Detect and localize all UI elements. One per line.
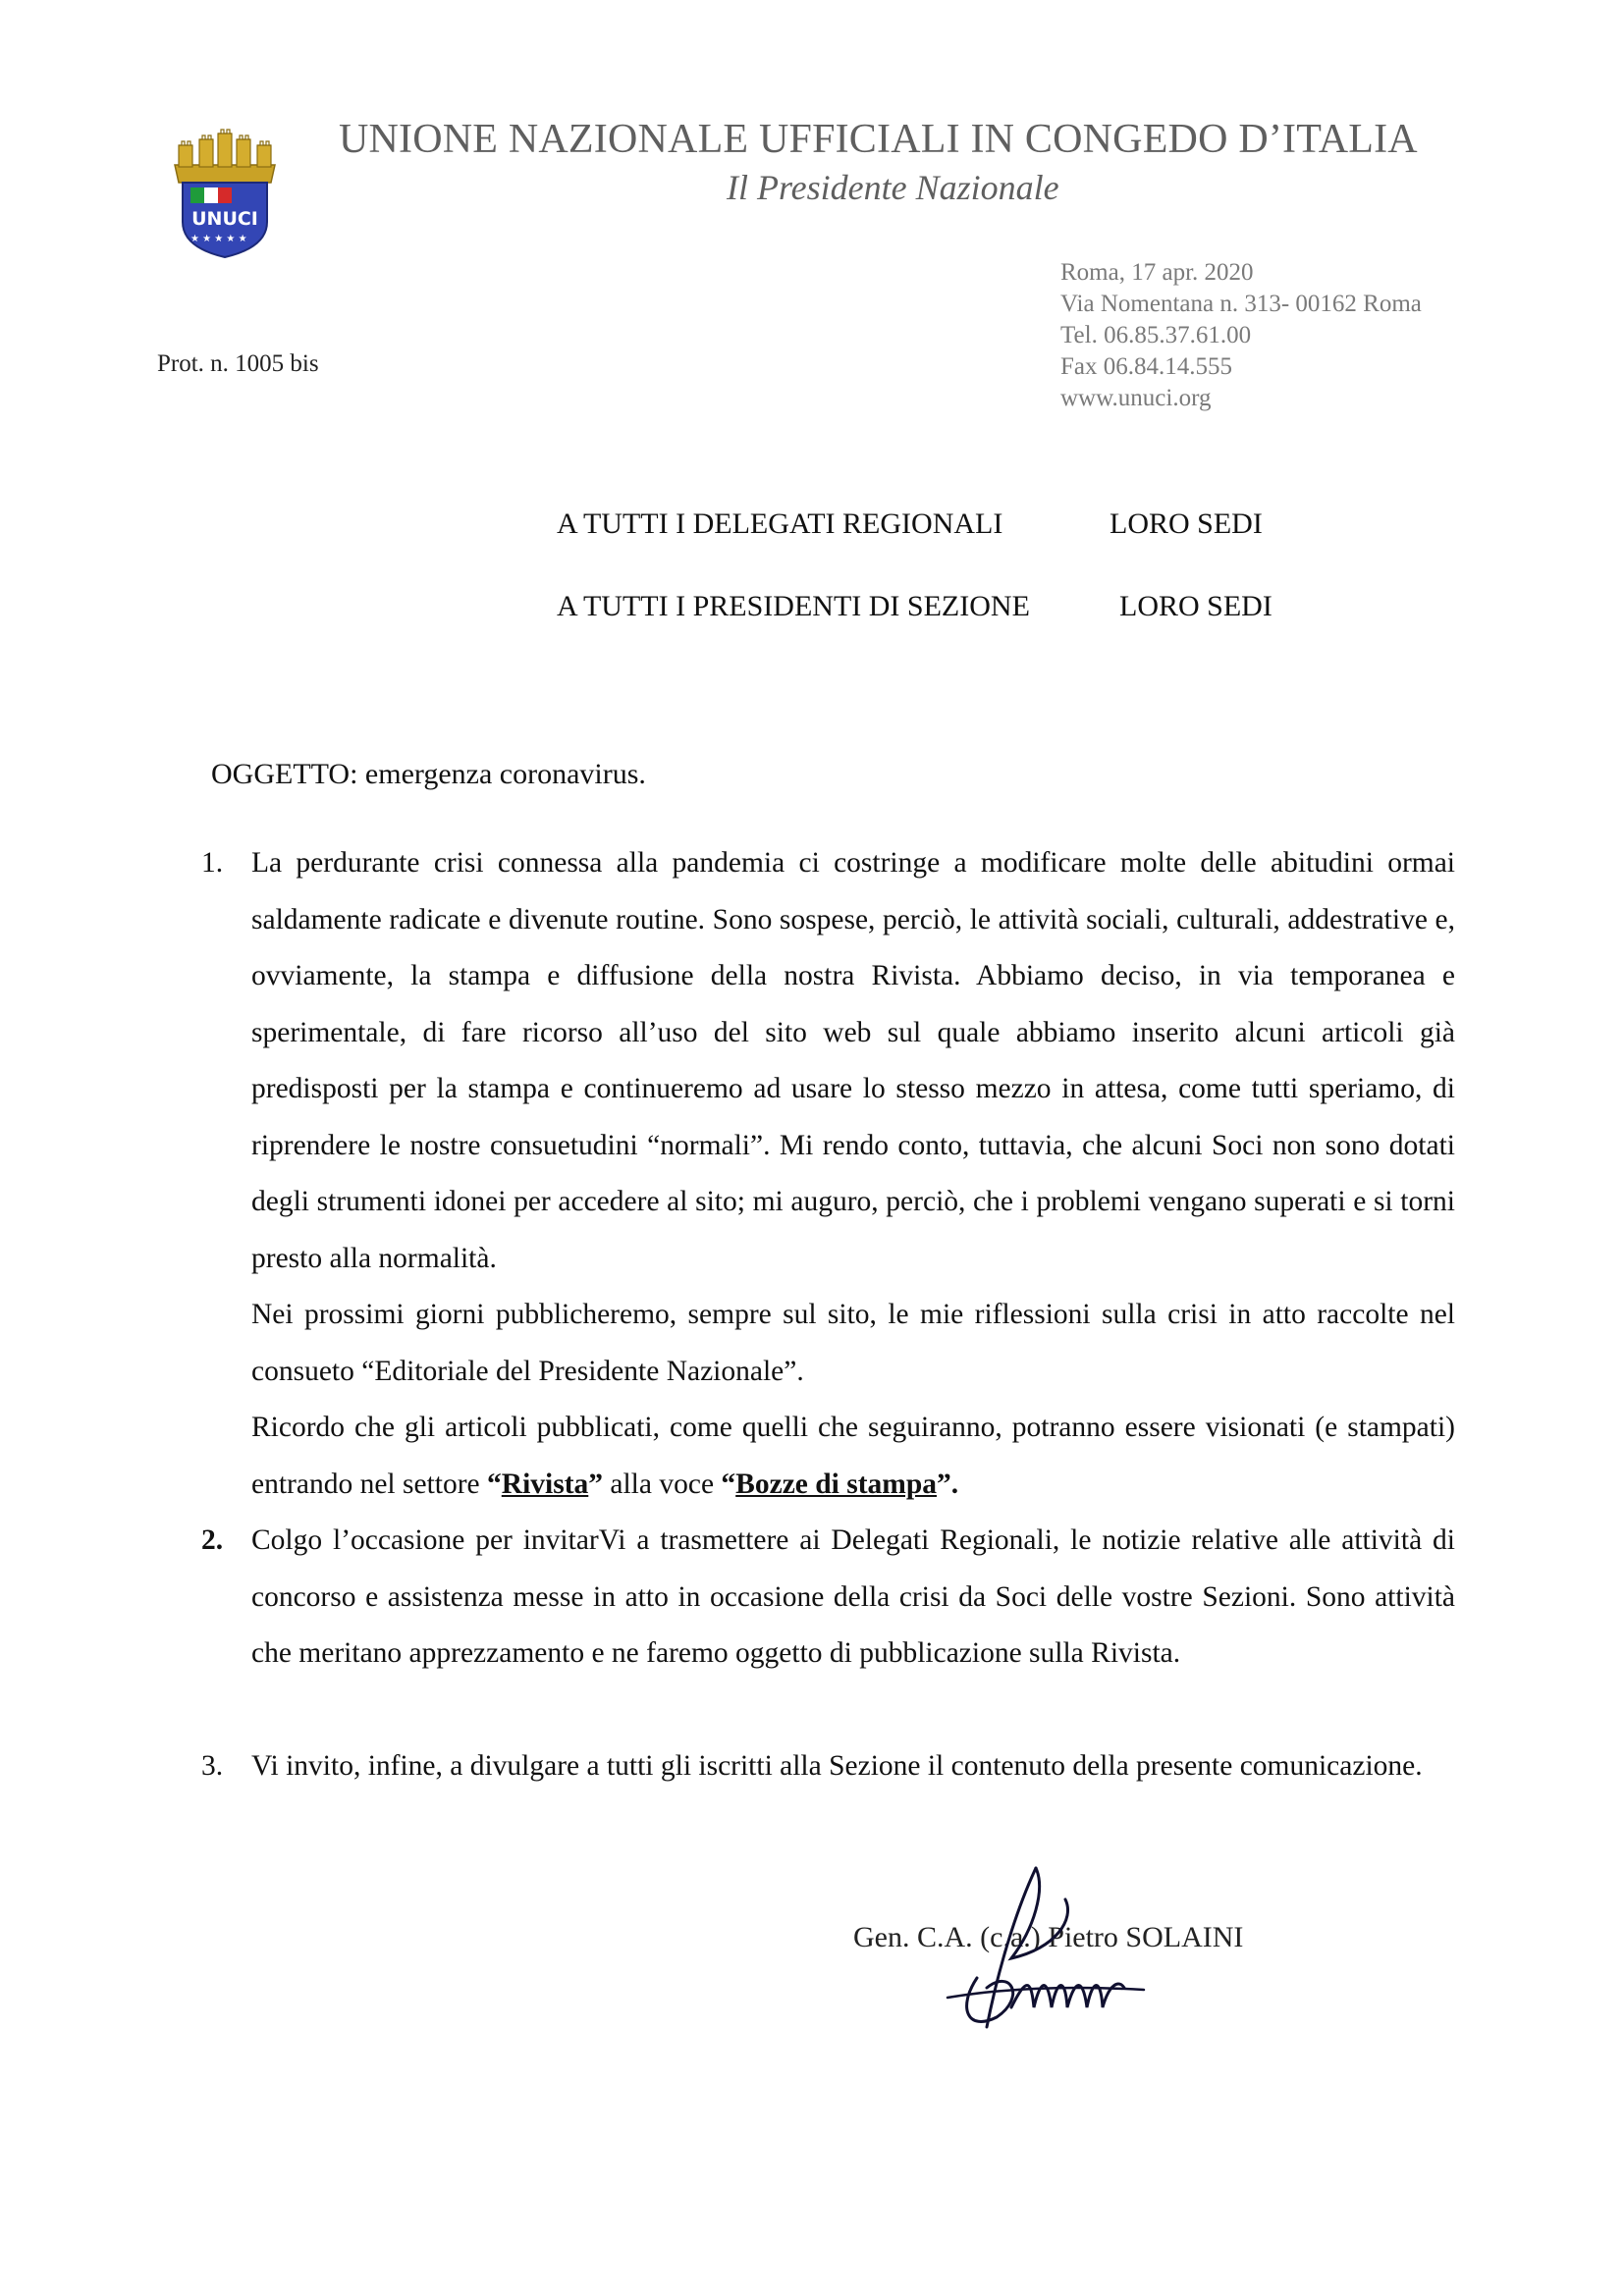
- recipient-line: A TUTTI I PRESIDENTI DI SEZIONE: [557, 590, 1030, 622]
- fax: Fax 06.84.14.555: [1060, 353, 1232, 380]
- item-number: 2.: [201, 1524, 224, 1556]
- svg-text:★ ★ ★ ★ ★: ★ ★ ★ ★ ★: [190, 234, 247, 244]
- telephone: Tel. 06.85.37.61.00: [1060, 322, 1252, 348]
- rivista-link[interactable]: Rivista: [501, 1468, 589, 1500]
- contact-block: [1060, 257, 1422, 414]
- protocol-number: Prot. n. 1005 bis: [157, 350, 319, 377]
- address: Via Nomentana n. 313- 00162 Roma: [1060, 291, 1422, 317]
- paragraph-1: La perdurante crisi connessa alla pandemia ci costringe a modificare molte delle abitudini ormai saldamente radicate e divenute routine. Sono sospese, perciò, le attività sociali, culturali, addestrative e, ovviamente, la stampa e diffusione della nostra Rivista. Abbiamo deciso, in via temporanea e sperimentale, di fare ricorso all’uso del sito web sul quale abbiamo inserito alcuni articoli già predisposti per la stampa e continueremo ad usare lo stesso mezzo in attesa, come tutti speriamo, di riprendere le nostre consuetudini “normali”. Mi rendo conto, tuttavia, che alcuni Soci non sono dotati degli strumenti idonei per accedere al sito; mi auguro, perciò, che i problemi vengano superati e si torni presto alla normalità.: [251, 847, 1455, 1274]
- signatory-name: Gen. C.A. (c.a.) Pietro SOLAINI: [853, 1921, 1244, 1953]
- website: www.unuci.org: [1060, 385, 1212, 411]
- bozze-di-stampa-link[interactable]: Bozze di stampa: [735, 1468, 938, 1500]
- paragraph-1c: [251, 1400, 1455, 1513]
- handwritten-signature: [918, 1860, 1173, 2037]
- paragraph-1c-mid: alla voce: [610, 1468, 715, 1500]
- subject-line: OGGETTO: emergenza coronavirus.: [211, 758, 646, 790]
- quote-close: ”: [588, 1468, 604, 1500]
- recipient-location: LORO SEDI: [1119, 590, 1272, 622]
- organization-title: UNIONE NAZIONALE UFFICIALI IN CONGEDO D’ITALIA: [339, 117, 1418, 162]
- paragraph-3: Vi invito, infine, a divulgare a tutti gli iscritti alla Sezione il contenuto della presente comunicazione.: [251, 1750, 1423, 1782]
- quote-close-period: ”.: [937, 1468, 959, 1500]
- item-number: 3.: [201, 1750, 224, 1782]
- quote-open: “: [487, 1468, 502, 1500]
- paragraph-1c-text: Ricordo che gli articoli pubblicati, come quelli che seguiranno, potranno essere visionati (e stampati) entrando nel settore: [251, 1412, 1455, 1500]
- quote-open: “: [721, 1468, 736, 1500]
- paragraph-1b: Nei prossimi giorni pubblicheremo, sempre sul sito, le mie riflessioni sulla crisi in atto raccolte nel consueto “Editoriale del Presidente Nazionale”.: [251, 1299, 1455, 1387]
- paragraph-2: Colgo l’occasione per invitarVi a trasmettere ai Delegati Regionali, le notizie relative alle attività di concorso e assistenza messe in atto in occasione della crisi da Soci delle vostre Sezioni. Sono attività che meritano apprezzamento e ne faremo oggetto di pubblicazione sulla Rivista.: [251, 1524, 1455, 1669]
- recipient-line: A TUTTI I DELEGATI REGIONALI: [557, 507, 1003, 540]
- svg-text:UNUCI: UNUCI: [191, 208, 258, 230]
- item-number: 1.: [201, 847, 224, 879]
- date-place: Roma, 17 apr. 2020: [1060, 259, 1254, 286]
- organization-subtitle: Il Presidente Nazionale: [727, 168, 1059, 207]
- unuci-emblem-logo: [169, 126, 281, 259]
- recipient-location: LORO SEDI: [1110, 507, 1263, 540]
